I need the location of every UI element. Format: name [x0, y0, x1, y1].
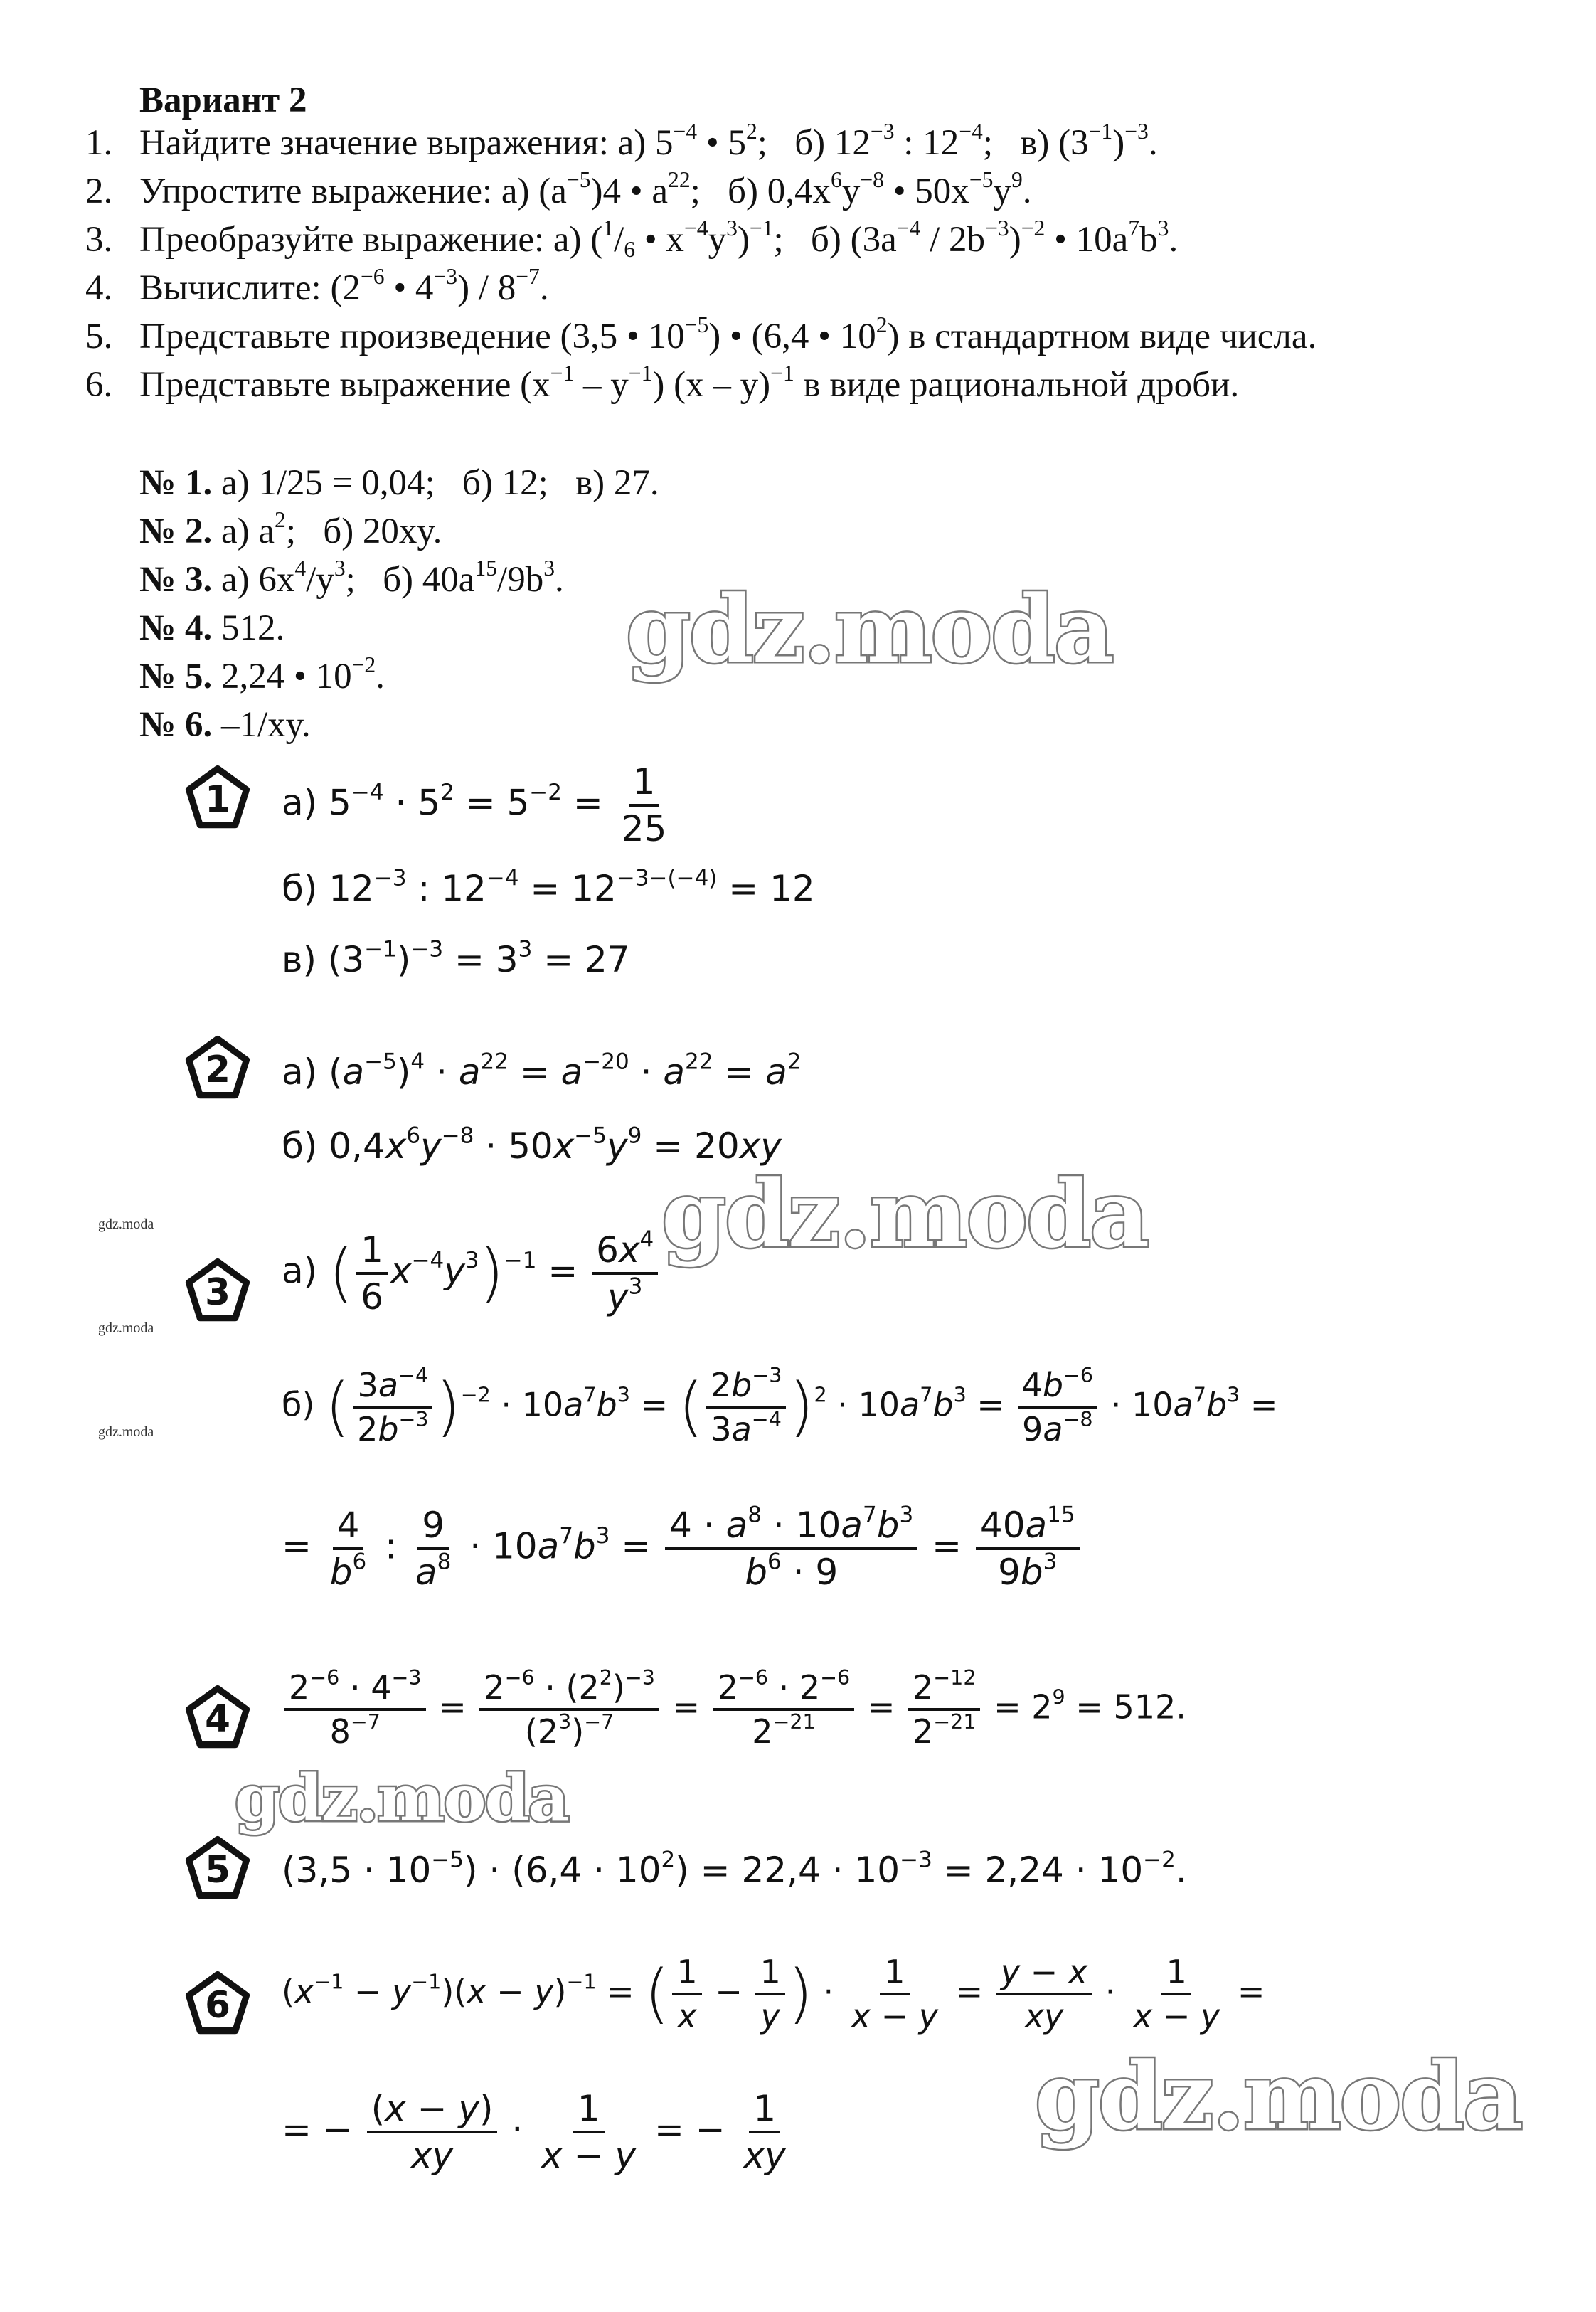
svg-text:4: 4 — [205, 1698, 230, 1741]
variant-title: Вариант 2 — [139, 80, 307, 120]
watermark-1: gdz.moda — [626, 575, 1113, 684]
badge-3 — [185, 1258, 250, 1323]
solution-2a: а) $(a^{-5})^4 \cdot a^{22} = a^{-20} \cdot a^{22} = a^2$ — [282, 1049, 802, 1093]
svg-text:2: 2 — [205, 1049, 230, 1092]
solution-1b: б) $12^{-3}$ : $12^{-4} = 12^{-3-(-4)} = 12$ — [282, 865, 815, 909]
watermark-small-1: gdz.moda — [98, 1216, 154, 1232]
answer-2: № 2. а) $a^2$; б) 20xy. — [139, 507, 442, 551]
watermark-small-2: gdz.moda — [98, 1320, 154, 1336]
solution-1c: в) $(3^{-1})^{-3} = 3^3 = 27$ — [282, 936, 630, 980]
answer-1: № 1. а) 1/25 = 0,04; б) 12; в) 27. — [139, 463, 659, 503]
solution-3c: = $\frac{4}{b^6}$ : $\frac{9}{a^8}$ · $10a^7b^3$ = $\frac{4 \cdot a^8 \cdot 10a^7b^3}{b^6 \cdot 9}$ = $\frac{40a^{15}}{9b^3}$ — [282, 1505, 1082, 1593]
pentagon-icon — [185, 1035, 250, 1101]
task-4: 4. Вычислите: ($2^{-6}$ • $4^{-3}) / 8^{-7}$. — [85, 263, 549, 308]
pentagon-icon — [185, 1835, 250, 1901]
task-5: 5. Представьте произведение (3,5 • $10^{-5}$) • (6,4 • $10^2$) в стандартном виде числа. — [85, 312, 1317, 356]
watermark-4: gdz.moda — [1035, 2042, 1522, 2151]
solution-3b: б) ( $\frac{3a^{-4}}{2b^{-3}}$ )$^{-2} \cdot 10a^7b^3$ = ( $\frac{2b^{-3}}{3a^{-4}}$ )$^2 \cdot 10a^7b^3$ = $\frac{4b^{-6}}{9a^{-8}}$ · $10a^7b^3$ = — [282, 1364, 1278, 1448]
task-3-text: Преобразуйте выражение: а) ($^1/_6$ • $x^{-4}y^3)^{-1}$; б) $(3a^{-4} / 2b^{-3})^{-2}$ • $10a^7b^3$. — [139, 215, 1179, 262]
pentagon-icon — [185, 765, 250, 830]
task-2-text: Упростите выражение: а) $(a^{-5})4$ • $a^{22}$; б) $0,4x^6y^{-8}$ • $50x^{-5}y^9$. — [139, 166, 1032, 211]
svg-text:6: 6 — [205, 1984, 230, 2027]
solution-1a: а) $5^{-4} \cdot 5^2 = 5^{-2}$ = $\frac{1}{25}$ — [282, 761, 667, 849]
task-3: 3. Преобразуйте выражение: а) ($^1/_6$ • $x^{-4}y^3)^{-1}$; б) $(3a^{-4} / 2b^{-3})^{-2}$ • $10a^7b^3$. — [85, 215, 1179, 262]
answer-3: № 3. а) $6x^4/y^3$; б) $40a^{15}/9b^3$. — [139, 555, 564, 600]
solution-5: $(3,5 \cdot 10^{-5}) \cdot (6,4 \cdot 10^2) = 22,4 \cdot 10^{-3} = 2,24 \cdot 10^{-2}$. — [282, 1847, 1187, 1891]
badge-6 — [185, 1971, 250, 2036]
task-6: 6. Представьте выражение $(x^{-1} - y^{-1})$ (x – y)$^{-1}$ в виде рациональной дроби. — [85, 360, 1240, 405]
badge-5 — [185, 1835, 250, 1901]
task-5-text: Представьте произведение (3,5 • $10^{-5}$) • (6,4 • $10^2$) в стандартном виде числа. — [139, 312, 1317, 356]
pentagon-icon — [185, 1971, 250, 2036]
solution-6b: = − $\frac{(x - y)}{xy}$ · $\frac{1}{x - y}$ = − $\frac{1}{xy}$ — [282, 2088, 786, 2176]
solution-6a: $(x^{-1} - y^{-1})(x - y)^{-1}$ = ( $\frac{1}{x}$ − $\frac{1}{y}$ ) · $\frac{1}{x - y}$ = $\frac{y - x}{xy}$ · $\frac{1}{x - y}$ = — [282, 1953, 1265, 2035]
badge-1 — [185, 765, 250, 830]
task-1-text: Найдите значение выражения: а) $5^{-4}$ • $5^2$; б) $12^{-3}$ : $12^{-4}$; в) $(3^{-1})^{-3}$. — [139, 118, 1158, 163]
svg-text:1: 1 — [205, 778, 230, 822]
pentagon-icon — [185, 1685, 250, 1750]
solution-4: $\frac{2^{-6} \cdot 4^{-3}}{8^{-7}}$ = $\frac{2^{-6} \cdot (2^2)^{-3}}{(2^3)^{-7}}$ = $\frac{2^{-6} \cdot 2^{-6}}{2^{-21}}$ = $\frac{2^{-12}}{2^{-21}}$ = $2^9 = 512$. — [282, 1668, 1186, 1751]
answer-4: № 4. 512. — [139, 608, 285, 648]
answer-6: № 6. –1/xy. — [139, 705, 311, 745]
pentagon-icon — [185, 1258, 250, 1323]
watermark-small-3: gdz.moda — [98, 1424, 154, 1440]
task-4-text: Вычислите: ($2^{-6}$ • $4^{-3}) / 8^{-7}$. — [139, 263, 549, 308]
badge-4 — [185, 1685, 250, 1750]
badge-2 — [185, 1035, 250, 1101]
solution-3a: а) ( $\frac{1}{6}$ $x^{-4}y^3)^{-1}$ = $\frac{6x^4}{y^3}$ — [282, 1229, 661, 1317]
answer-5: № 5. 2,24 • $10^{-2}$. — [139, 652, 385, 696]
task-6-text: Представьте выражение $(x^{-1} - y^{-1})$ (x – y)$^{-1}$ в виде рациональной дроби. — [139, 360, 1240, 405]
watermark-2: gdz.moda — [661, 1160, 1149, 1268]
svg-text:5: 5 — [205, 1849, 230, 1892]
watermark-3: gdz.moda — [235, 1761, 568, 1836]
solution-2b: б) $0,4x^6y^{-8} \cdot 50x^{-5}y^9 = 20xy$ — [282, 1123, 782, 1167]
task-1: 1. Найдите значение выражения: а) $5^{-4}$ • $5^2$; б) $12^{-3}$ : $12^{-4}$; в) $(3^{-1})^{-3}$. — [85, 118, 1158, 163]
task-2: 2. Упростите выражение: а) $(a^{-5})4$ • $a^{22}$; б) $0,4x^6y^{-8}$ • $50x^{-5}y^9$. — [85, 166, 1032, 211]
svg-text:3: 3 — [205, 1271, 230, 1315]
